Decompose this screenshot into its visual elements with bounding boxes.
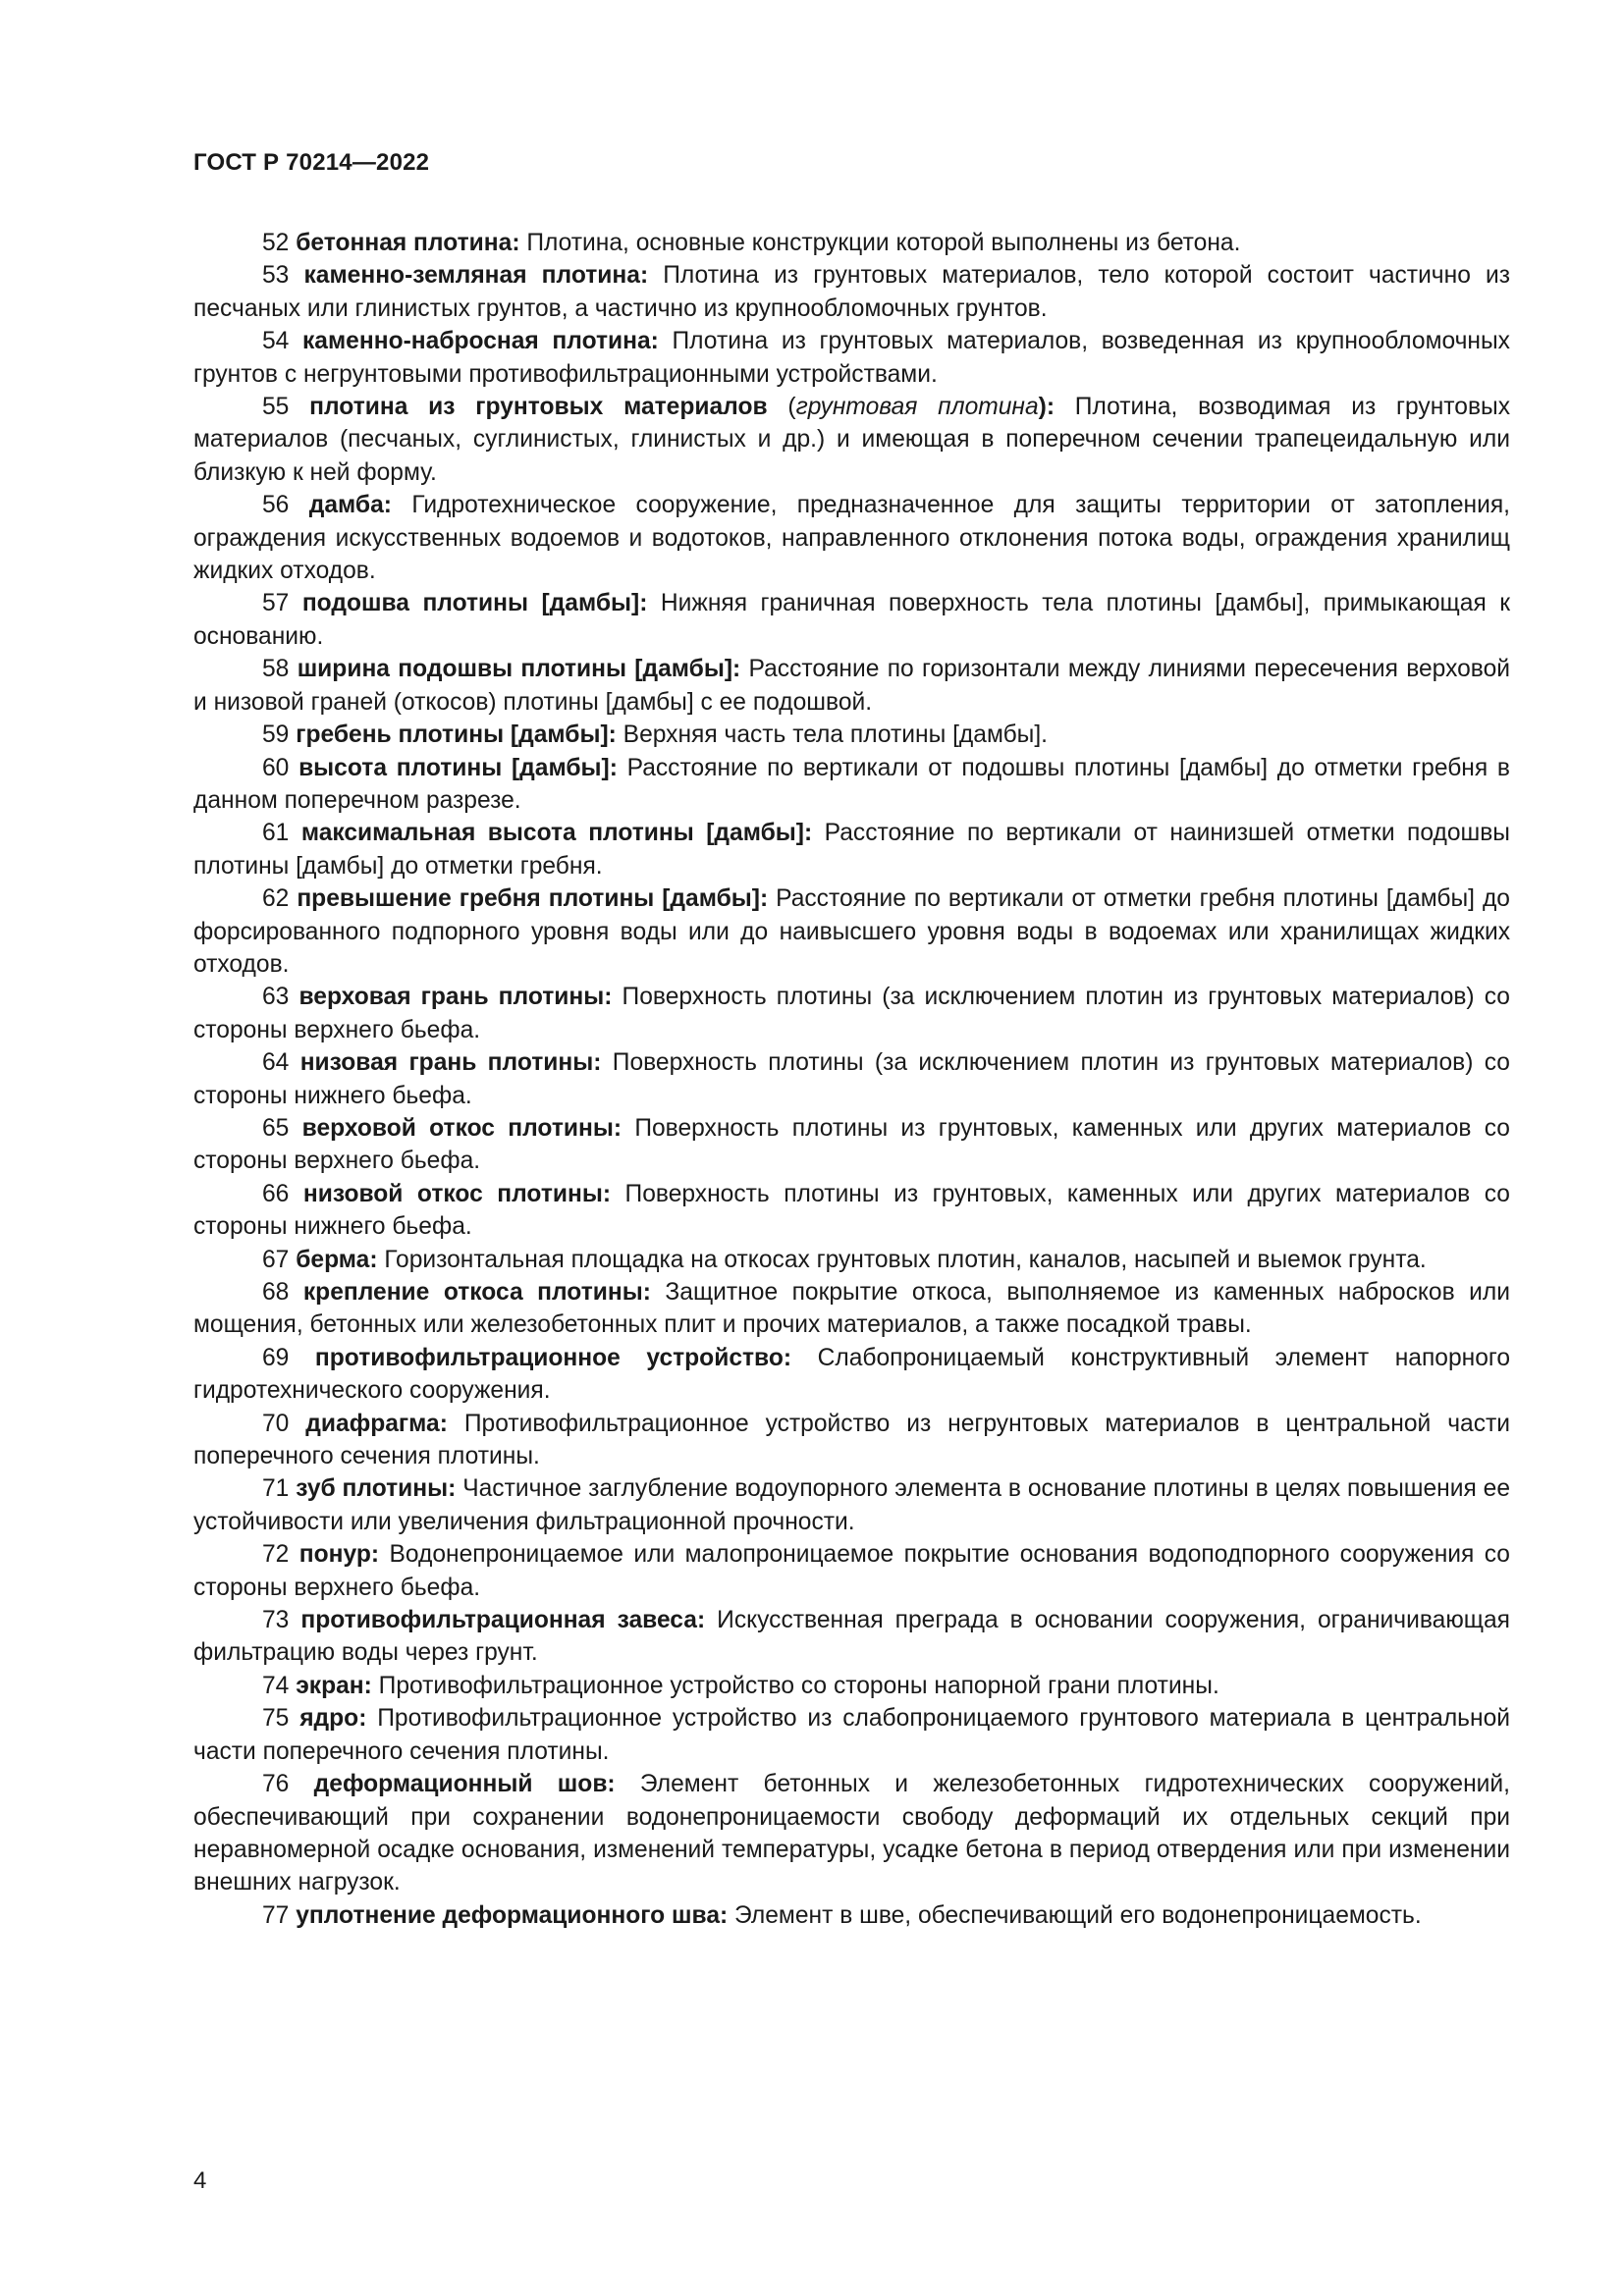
term-name: низовой откос плотины:: [302, 1180, 612, 1207]
term-definition: Поверхность плотины (за исключением плотин из грунтовых материалов) со стороны верхнего бьефа.: [193, 984, 1510, 1043]
term-name: уплотнение деформационного шва:: [296, 1901, 729, 1929]
term-entry: [193, 1472, 1510, 1538]
term-entry: [193, 981, 1510, 1046]
term-name: максимальная высота плотины [дамбы]:: [300, 820, 813, 847]
term-definition: Верхняя часть тела плотины [дамбы].: [616, 721, 1049, 749]
term-entry: [193, 1276, 1510, 1342]
term-entry: [193, 489, 1510, 587]
term-number: 68: [262, 1279, 290, 1306]
term-name: зуб плотины:: [296, 1475, 457, 1503]
term-entry: [193, 227, 1510, 259]
term-name: гребень плотины [дамбы]:: [296, 721, 617, 749]
term-entry: [193, 587, 1510, 653]
term-definition: Плотина из грунтовых материалов, тело которой состоит частично из песчаных или глинистых грунтов, а частично из крупнообломочных грунтов.: [193, 262, 1511, 322]
term-name: крепление откоса плотины:: [302, 1279, 651, 1306]
term-definition: Противофильтрационное устройство из негрунтовых материалов в центральной части поперечного сечения плотины.: [193, 1410, 1510, 1470]
term-entry: [193, 391, 1510, 489]
term-number: 75: [262, 1705, 290, 1733]
term-entry: [193, 1178, 1510, 1244]
term-number: 77: [262, 1901, 290, 1929]
term-number: 56: [262, 492, 290, 519]
term-name: каменно-земляная плотина:: [303, 262, 649, 290]
term-definition: Плотина из грунтовых материалов, возведенная из крупнообломочных грунтов с негрунтовыми противофильтрационными устройствами.: [193, 328, 1510, 388]
term-definition: Водонепроницаемое или малопроницаемое покрытие основания водоподпорного сооружения со стороны верхнего бьефа.: [193, 1541, 1510, 1601]
term-number: 65: [262, 1114, 290, 1142]
term-name: противофильтрационное устройство:: [314, 1344, 792, 1371]
term-definition: Защитное покрытие откоса, выполняемое из каменных набросков или мощения, бетонных или железобетонных плит и прочих материалов, а также посадкой травы.: [193, 1279, 1510, 1339]
term-number: 76: [262, 1771, 290, 1798]
terms-list: [193, 227, 1510, 1932]
term-name: ядро:: [299, 1705, 367, 1733]
term-number: 57: [262, 590, 290, 617]
term-definition: Гидротехническое сооружение, предназначенное для защиты территории от затопления, ограждения искусственных водоемов и водотоков, направленного отклонения потока воды, ограждения хранилищ жидких отходов.: [193, 492, 1510, 585]
term-number: 53: [262, 262, 290, 290]
term-entry: [193, 1670, 1510, 1702]
term-definition: Расстояние по вертикали от отметки гребня плотины [дамбы] до форсированного подпорного уровня воды или до наивысшего уровня воды в водоемах или хранилищах жидких отходов.: [193, 885, 1510, 978]
term-entry: [193, 1046, 1510, 1112]
term-definition: Противофильтрационное устройство со стороны напорной грани плотины.: [371, 1672, 1219, 1699]
term-number: 62: [262, 885, 290, 913]
term-entry: [193, 1899, 1510, 1932]
term-definition: Искусственная преграда в основании сооружения, ограничивающая фильтрацию воды через грунт.: [193, 1607, 1510, 1667]
term-name: верховой откос плотины:: [301, 1114, 623, 1142]
term-synonym: грунтовая плотина: [795, 394, 1039, 421]
term-entry: [193, 653, 1510, 719]
term-name: верховая грань плотины:: [298, 984, 613, 1011]
term-name: противофильтрационная завеса:: [300, 1607, 706, 1634]
term-name: диафрагма:: [305, 1410, 448, 1437]
term-entry: [193, 1538, 1510, 1604]
term-entry: [193, 882, 1510, 981]
term-definition: Расстояние по вертикали от наинизшей отметки подошвы плотины [дамбы] до отметки гребня.: [193, 820, 1510, 880]
term-definition: Поверхность плотины (за исключением плотин из грунтовых материалов) со стороны нижнего бьефа.: [193, 1049, 1510, 1109]
term-number: 73: [262, 1607, 290, 1634]
term-entry: [193, 1768, 1510, 1899]
term-definition: Нижняя граничная поверхность тела плотины [дамбы], примыкающая к основанию.: [193, 590, 1510, 650]
term-name: понур:: [298, 1541, 380, 1569]
term-definition: Плотина, возводимая из грунтовых материалов (песчаных, суглинистых, глинистых и др.) и имеющая в поперечном сечении трапецеидальную или близкую к ней форму.: [193, 394, 1510, 486]
term-number: 66: [262, 1180, 290, 1207]
term-number: 72: [262, 1541, 290, 1569]
term-entry: [193, 1342, 1510, 1408]
term-number: 59: [262, 721, 290, 749]
term-name: каменно-набросная плотина:: [302, 328, 659, 355]
term-alt-close: ):: [1038, 394, 1056, 421]
term-definition: Плотина, основные конструкции которой выполнены из бетона.: [519, 230, 1241, 256]
term-number: 70: [262, 1410, 290, 1437]
term-number: 71: [262, 1475, 290, 1503]
term-name: экран:: [296, 1672, 372, 1699]
term-name: дамба:: [308, 492, 392, 519]
term-name: ширина подошвы плотины [дамбы]:: [297, 656, 741, 683]
term-name: бетонная плотина:: [296, 230, 520, 256]
term-number: 63: [262, 984, 290, 1011]
term-number: 69: [262, 1344, 290, 1371]
term-entry: [193, 1244, 1510, 1276]
term-name: подошва плотины [дамбы]:: [301, 590, 648, 617]
term-name: деформационный шов:: [313, 1771, 616, 1798]
term-definition: Поверхность плотины из грунтовых, каменных или других материалов со стороны нижнего бьефа.: [193, 1180, 1510, 1241]
term-definition: Расстояние по горизонтали между линиями пересечения верховой и низовой граней (откосов) плотины [дамбы] с ее подошвой.: [193, 656, 1510, 716]
term-alt-open: (: [767, 394, 796, 421]
term-entry: [193, 752, 1510, 818]
term-definition: Противофильтрационное устройство из слабопроницаемого грунтового материала в центральной части поперечного сечения плотины.: [193, 1705, 1510, 1765]
term-name: низовая грань плотины:: [299, 1049, 602, 1077]
term-name: высота плотины [дамбы]:: [298, 754, 618, 781]
term-definition: Поверхность плотины из грунтовых, каменных или других материалов со стороны верхнего бьефа.: [193, 1114, 1510, 1175]
term-entry: [193, 1604, 1510, 1670]
page-number: 4: [193, 2167, 207, 2194]
term-number: 74: [262, 1672, 290, 1699]
term-number: 58: [262, 656, 290, 683]
term-definition: Элемент в шве, обеспечивающий его водонепроницаемость.: [728, 1901, 1422, 1929]
term-entry: [193, 1702, 1510, 1768]
term-name: превышение гребня плотины [дамбы]:: [297, 885, 769, 913]
term-definition: Горизонтальная площадка на откосах грунтовых плотин, каналов, насыпей и выемок грунта.: [377, 1246, 1427, 1273]
term-number: 54: [262, 328, 290, 355]
term-entry: [193, 325, 1510, 391]
term-entry: [193, 259, 1510, 325]
term-entry: [193, 817, 1510, 882]
term-definition: Расстояние по вертикали от подошвы плотины [дамбы] до отметки гребня в данном поперечном разрезе.: [193, 754, 1510, 814]
term-definition: Слабопроницаемый конструктивный элемент напорного гидротехнического сооружения.: [193, 1344, 1510, 1405]
term-entry: [193, 1112, 1510, 1178]
term-number: 61: [262, 820, 290, 847]
term-name: берма:: [296, 1246, 378, 1273]
term-number: 52: [262, 230, 290, 256]
term-definition: Частичное заглубление водоупорного элемента в основание плотины в целях повышения ее устойчивости или увеличения фильтрационной прочности.: [193, 1475, 1510, 1535]
term-number: 60: [262, 754, 290, 781]
document-code: ГОСТ Р 70214—2022: [193, 149, 430, 176]
term-definition: Элемент бетонных и железобетонных гидротехнических сооружений, обеспечивающий при сохранении водонепроницаемости свободу деформаций их отдельных секций при неравномерной осадке основания, изменений температуры, усадке бетона в период отвердения или при изменении внешних нагрузок.: [193, 1771, 1510, 1896]
term-number: 67: [262, 1246, 290, 1273]
term-entry: [193, 719, 1510, 751]
term-name: плотина из грунтовых материалов: [309, 394, 768, 421]
term-number: 55: [262, 394, 290, 421]
term-number: 64: [262, 1049, 290, 1077]
term-entry: [193, 1408, 1510, 1473]
